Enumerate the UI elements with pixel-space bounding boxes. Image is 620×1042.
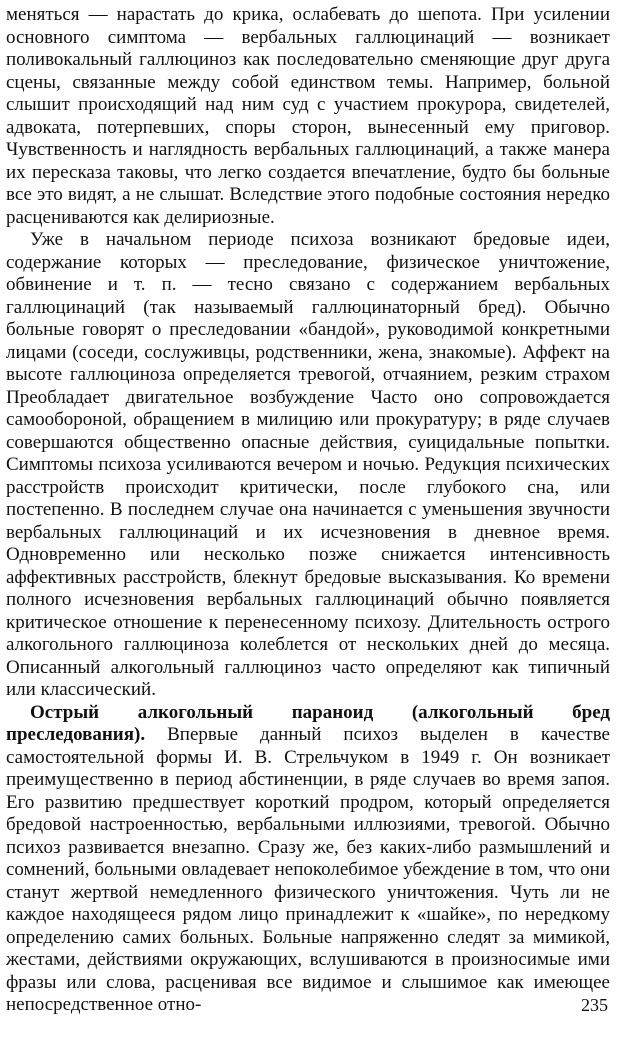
page-number: 235 (581, 995, 608, 1015)
paragraph-1: меняться — нарастать до крика, ослабевать до шепота. При усилении основного симптома — вербальных галлюцинаций — возникает поливокальный галлюциноз как последовательно сменяющие друг друга сцены, связанные между собой единством темы. Например, больной слышит происходящий над ним суд с участием прокурора, свидетелей, адвоката, потерпевших, споры сторон, вынесенный ему приговор. Чувственность и наглядность вербальных галлюцинаций, а также манера их пересказа таковы, что легко создается впечатление, будто бы больные все это видят, а не слышат. Вследствие этого подобные состояния нередко расцениваются как делириозные. (6, 4, 610, 228)
section-heading: Острый алкогольный параноид (алкогольный бред преследования). (6, 701, 610, 745)
page-body (6, 4, 610, 1017)
paragraph-3-text: Впервые данный психоз выделен в качестве самостоятельной формы И. В. Стрельчуком в 1949 г. Он возникает преимущественно в период абстиненции, в ряде случаев во время запоя. Его развитию предшествует короткий продром, который определяется бредовой настроенностью, вербальными иллюзиями, тревогой. Обычно психоз развивается внезапно. Сразу же, без каких-либо размышлений и сомнений, больными овладевает непоколебимое убеждение в том, что они станут жертвой немедленного физического уничтожения. Чуть ли не каждое находящееся рядом лицо принадлежит к «шайке», по нередкому определению самих больных. Больные напряженно следят за мимикой, жестами, действиями окружающих, вслушиваются в произносимые ими фразы или слова, расценивая все видимое и слышимое как имеющее непосредственное отно- (6, 724, 610, 1015)
paragraph-2: Уже в начальном периоде психоза возникают бредовые идеи, содержание которых — преследование, физическое уничтожение, обвинение и т. п. — тесно связано с содержанием вербальных галлюцинаций (так называемый галлюцинаторный бред). Обычно больные говорят о преследовании «бандой», руководимой конкретными лицами (соседи, сослуживцы, родственники, жена, знакомые). Аффект на высоте галлюциноза определяется тревогой, отчаянием, резким страхом Преобладает двигательное возбуждение Часто оно сопровождается самообороной, обращением в милицию или прокуратуру; в ряде случаев совершаются общественно опасные действия, суицидальные попытки. Симптомы психоза усиливаются вечером и ночью. Редукция психических расстройств происходит критически, после глубокого сна, или постепенно. В последнем случае она начинается с уменьшения звучности вербальных галлюцинаций и их исчезновения в дневное время. Одновременно или несколько позже снижается интенсивность аффективных расстройств, блекнут бредовые высказывания. Ко времени полного исчезновения вербальных галлюцинаций обычно появляется критическое отношение к перенесенному психозу. Длительность острого алкогольного галлюциноза колеблется от нескольких дней до месяца. Описанный алкогольный галлюциноз часто определяют как типичный или классический. (6, 229, 610, 700)
paragraph-3 (6, 702, 610, 1017)
